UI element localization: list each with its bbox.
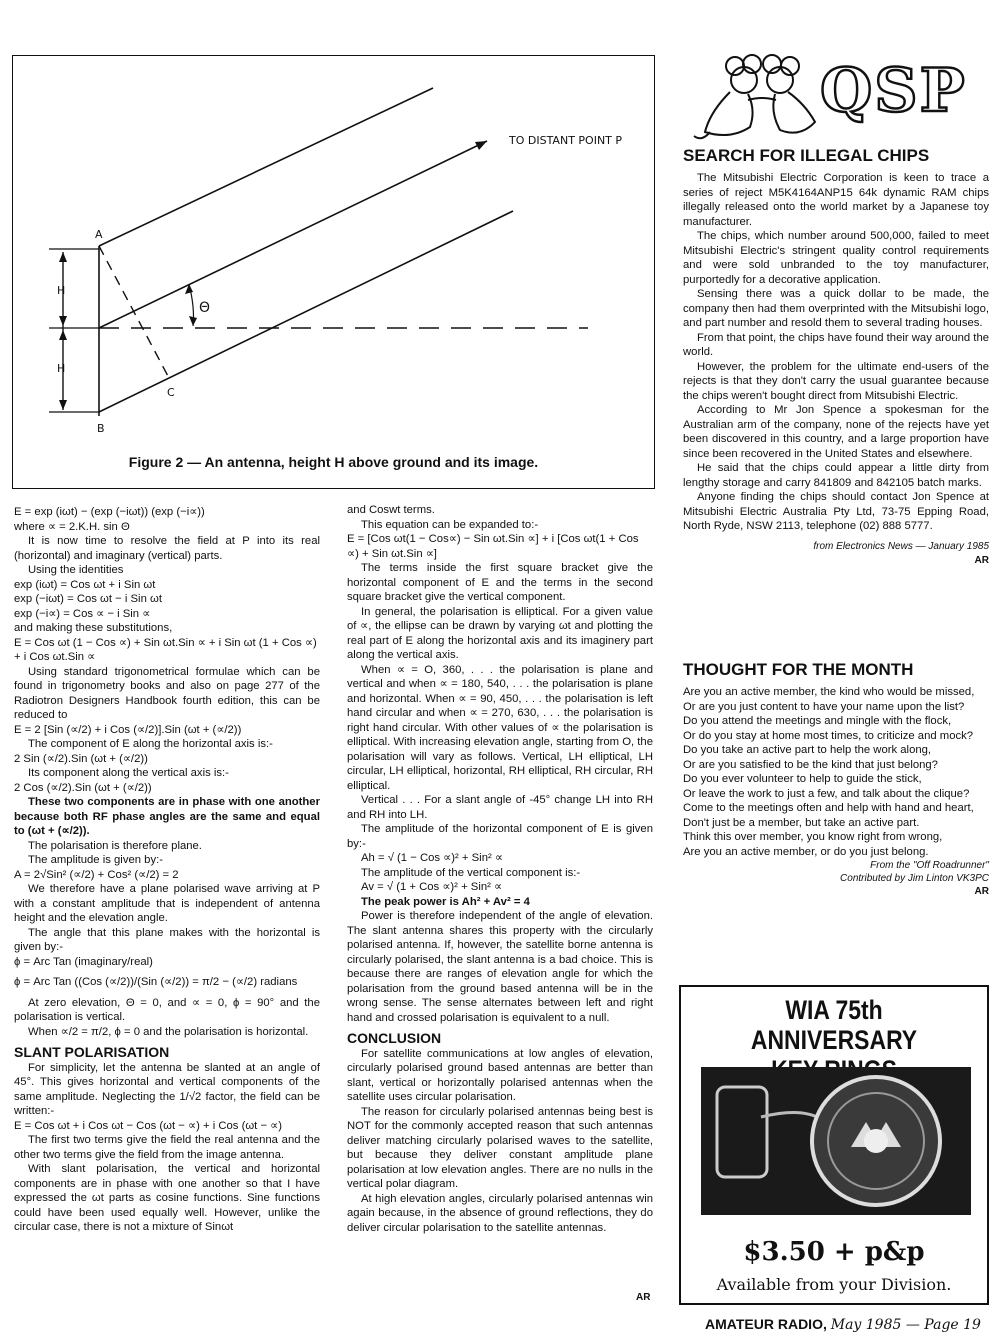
label-theta: Θ	[199, 300, 211, 316]
col2-paragraphs	[347, 503, 653, 1025]
heading-thought-for-the-month: THOUGHT FOR THE MONTH	[683, 660, 914, 679]
paragraph: He said that the chips could appear a little dirty from lengthy storage and carry 841809 and 842105 batch marks.	[683, 462, 989, 489]
paragraph: This equation can be expanded to:-	[361, 518, 539, 531]
label-h-bottom: H	[57, 362, 66, 375]
qsp-end-mark: AR	[974, 555, 989, 566]
paragraph: Power is therefore independent of the angle of elevation. The slant antenna shares this property with the circularly polarised antenna. If, however, the satellite borne antenna is circularly polarised, the slant antenna is a bad choice. This is because there are ranges of elevation angle for which the polarisation from the ground based antenna will be in the wrong sense. The sense alternates between left and right hand and crossed polarisation is equivalent to a null.	[347, 910, 653, 1024]
heading-search-for-illegal-chips: SEARCH FOR ILLEGAL CHIPS	[683, 146, 930, 165]
paragraph: Using the identities	[28, 564, 124, 576]
paragraph: The amplitude of the vertical component is:-	[361, 866, 581, 879]
figure-caption: Figure 2 — An antenna, height H above ground and its image.	[128, 454, 539, 470]
end-mark-ar: AR	[636, 1292, 651, 1303]
publication-name: AMATEUR RADIO,	[705, 1316, 827, 1332]
paragraph: At zero elevation, Θ = 0, and ∝ = 0, ϕ = 90° and the polarisation is vertical.	[14, 996, 320, 1023]
advert-price: $3.50 + p&p	[743, 1237, 925, 1267]
paragraph: Anyone finding the chips should contact Jon Spence at Mitsubishi Electric Australia Pty Ltd, 73-75 Epping Road, North Ryde, NSW 2113, telephone (02) 888 5777.	[683, 491, 989, 532]
paragraph: With slant polarisation, the vertical and horizontal components are in phase with one another so that I have expressed the ωt parts as cosine functions. Sine functions could have been used equally well. However, unlike the circular case, there is not a mixture of Sinωt	[14, 1163, 320, 1233]
paragraph: A = 2√Sin² (∝/2) + Cos² (∝/2) = 2	[14, 868, 179, 881]
paragraph: Or are you satisfied to be the kind that just belong?	[683, 758, 938, 771]
paragraph: E = 2 [Sin (∝/2) + i Cos (∝/2)].Sin (ωt + (∝/2))	[14, 723, 242, 736]
thought-poem	[683, 685, 989, 900]
paragraph: We therefore have a plane polarised wave arriving at P with a constant amplitude that is independent of antenna height and the elevation angle.	[14, 883, 320, 924]
qsp-logo-text: QSP	[820, 56, 967, 126]
antenna-diagram	[13, 56, 656, 490]
paragraph: When ∝ = O, 360, . . . the polarisation is plane and vertical and when ∝ = 180, 540, . . . the polarisation is plane and horizontal. When ∝ = 90, 450, . . . the polarisation is left hand circular and when ∝ = 270, 630, . . . the polarisation is right hand circular. With other values of ∝ the polarisation is elliptical. With increasing elevation angle, starting from O, the polarisation will vary as follows. Vertical, LH elliptical, LH circular, LH elliptical, horizontal, RH elliptical, RH circular, RH elliptical.	[347, 663, 653, 792]
paragraph: E = exp (iωt) − (exp (−iωt)) (exp (−i∝))	[14, 506, 205, 518]
paragraph: In general, the polarisation is elliptical. For a given value of ∝, the ellipse can be drawn by varying ωt and plotting the real part of E along the horizontal axis and its imaginery part along the vertical axis.	[347, 605, 653, 661]
issue-page: May 1985 — Page 19	[830, 1317, 981, 1333]
paragraph: Think this over member, you know right from wrong,	[683, 831, 943, 843]
paragraph: where ∝ = 2.K.H. sin Θ	[14, 520, 130, 533]
poem-end-mark: AR	[974, 886, 989, 897]
paragraph: The terms inside the first square bracket give the horizontal component of E and the terms in the second square bracket give the vertical component.	[347, 562, 653, 603]
paragraph: The component of E along the horizontal axis is:-	[28, 738, 273, 750]
key-ring-photo	[701, 1067, 971, 1215]
paragraph: Are you an active member, the kind who would be missed,	[683, 686, 975, 698]
paragraph: E = Cos ωt + i Cos ωt − Cos (ωt − ∝) + i Cos (ωt − ∝)	[14, 1119, 283, 1132]
poem-credit-source: From the "Off Roadrunner"	[870, 860, 989, 871]
paragraph: However, the problem for the ultimate end-users of the rejects is that they don't carry the usual guarantee because the chips weren't bought direct from Mitsubishi Electric.	[683, 360, 989, 402]
heading-conclusion: CONCLUSION	[347, 1030, 442, 1046]
paragraph: and Coswt terms.	[347, 504, 435, 516]
col1b-paragraphs	[14, 1061, 320, 1235]
qsp-source: from Electronics News — January 1985	[813, 540, 989, 552]
paragraph: The angle that this plane makes with the horizontal is given by:-	[14, 926, 320, 953]
paragraph: E = [Cos ωt(1 − Cos∝) − Sin ωt.Sin ∝] + i [Cos ωt(1 + Cos ∝) + Sin ωt.Sin ∝]	[347, 533, 639, 560]
label-h-top: H	[57, 284, 66, 297]
paragraph: The peak power is Ah² + Av² = 4	[361, 895, 530, 908]
paragraph: ϕ = Arc Tan ((Cos (∝/2))/(Sin (∝/2)) = π/2 − (∝/2) radians	[14, 976, 298, 988]
paragraph: From that point, the chips have found their way around the world.	[683, 331, 990, 358]
col1-paragraphs	[14, 505, 320, 1039]
paragraph: and making these substitutions,	[14, 622, 173, 634]
qsp-paragraphs	[683, 171, 989, 534]
paragraph: 2 Sin (∝/2).Sin (ωt + (∝/2))	[14, 752, 148, 765]
paragraph: The reason for circularly polarised antennas being best is NOT for the commonly accepted reason that such antennas deliver matching circularly polarised waves to the satellite, but because they deliver constant amplitude plane polarisation at low elevation angles. There are no nulls in the vertical polar diagram.	[347, 1105, 653, 1190]
paragraph: Do you ever volunteer to help to guide the stick,	[683, 773, 922, 785]
paragraph: Or do you stay at home most times, to criticize and mock?	[683, 729, 974, 742]
paragraph: Or leave the work to just a few, and talk about the clique?	[683, 787, 970, 800]
paragraph: The amplitude is given by:-	[28, 854, 164, 866]
paragraph: Do you attend the meetings and mingle with the flock,	[683, 715, 952, 727]
paragraph: Or are you just content to have your name upon the list?	[683, 700, 965, 713]
paragraph: For satellite communications at low angles of elevation, circularly polarised ground based antennas are better than slant, vertical or horizontally polarised antennas when the satellite uses circular polarisation.	[347, 1047, 653, 1103]
paragraph: Using standard trigonometrical formulae which can be found in trigonometry books and also on page 277 of the Radiotron Designers Handbook fourth edition, this can be reduced to	[14, 665, 320, 721]
poem-lines	[683, 685, 989, 859]
paragraph: E = Cos ωt (1 − Cos ∝) + Sin ωt.Sin ∝ + i Sin ωt (1 + Cos ∝) + i Cos ωt.Sin ∝	[14, 636, 317, 663]
paragraph: Its component along the vertical axis is:-	[28, 767, 229, 779]
paragraph: exp (iωt) = Cos ωt + i Sin ωt	[14, 578, 156, 591]
heading-slant-polarisation: SLANT POLARISATION	[14, 1044, 170, 1060]
paragraph: At high elevation angles, circularly polarised antennas win again because, in the absence of ground reflections, they do deliver circular polarisation to the satellite antennas.	[347, 1192, 653, 1234]
paragraph: Sensing there was a quick dollar to be made, the company then had them overprinted with the Mitsubishi logo, and part number and resold them to several trading houses.	[683, 288, 989, 329]
key-ring-icon	[701, 1067, 971, 1215]
paragraph: ϕ = Arc Tan (imaginary/real)	[14, 955, 153, 968]
paragraph: When ∝/2 = π/2, ϕ = 0 and the polarisation is horizontal.	[28, 1025, 309, 1038]
label-b: B	[97, 422, 105, 435]
paragraph: Ah = √ (1 − Cos ∝)² + Sin² ∝	[361, 852, 503, 864]
paragraph: exp (−iωt) = Cos ωt − i Sin ωt	[14, 593, 162, 605]
label-a: A	[95, 228, 103, 241]
article-column-1	[14, 505, 320, 1235]
paragraph: 2 Cos (∝/2).Sin (ωt + (∝/2))	[14, 781, 152, 794]
label-c: C	[167, 386, 175, 399]
label-to-distant-point: TO DISTANT POINT P	[509, 134, 623, 147]
paragraph: The amplitude of the horizontal component of E is given by:-	[347, 823, 653, 850]
paragraph: Come to the meetings often and help with hand and heart,	[683, 802, 974, 814]
paragraph: Av = √ (1 + Cos ∝)² + Sin² ∝	[361, 881, 503, 893]
paragraph: The Mitsubishi Electric Corporation is keen to trace a series of reject M5K4164ANP15 64k dynamic RAM chips illegally released onto the world market by a Japanese toy manufacturer.	[683, 172, 989, 228]
advert-availability: Available from your Division.	[716, 1275, 952, 1294]
article-column-2	[347, 503, 653, 1235]
paragraph: According to Mr Jon Spence a spokesman for the Australian arm of the company, none of the rejects have yet been discovered in this country, and a large proportion have since been recovered in the United States and elsewhere.	[683, 404, 989, 460]
paragraph: Do you take an active part to help the work along,	[683, 744, 932, 756]
poem-credit-contributor: Contributed by Jim Linton VK3PC	[840, 873, 989, 884]
paragraph: The chips, which number around 500,000, failed to meet Mitsubishi Electric's stringent quality control requirements and were sold unbranded to the toy manufacturer, purportedly for a decorative application.	[683, 230, 989, 286]
paragraph: The polarisation is therefore plane.	[28, 839, 202, 852]
paragraph: It is now time to resolve the field at P into its real (horizontal) and imaginary (vertical) parts.	[14, 535, 320, 562]
qsp-article	[683, 171, 989, 569]
paragraph: These two components are in phase with one another because both RF phase angles are the same and equal to (ωt + (∝/2)).	[14, 796, 320, 837]
figure-2	[12, 55, 655, 489]
paragraph: The first two terms give the field the real antenna and the other two terms give the field from the image antenna.	[14, 1134, 320, 1161]
paragraph: Are you an active member, or do you just belong.	[683, 845, 929, 858]
paragraph: Don't just be a member, but take an active part.	[683, 816, 920, 829]
key-rings-advert	[679, 985, 989, 1305]
advert-title-line-1: WIA 75th ANNIVERSARY	[750, 995, 918, 1055]
paragraph: exp (−i∝) = Cos ∝ − i Sin ∝	[14, 607, 151, 620]
paragraph: For simplicity, let the antenna be slanted at an angle of 45°. This gives horizontal and vertical components of the same amplitude. Neglecting the 1/√2 factor, the field can be written:-	[14, 1061, 320, 1117]
page-footer	[705, 1316, 981, 1333]
col2b-paragraphs	[347, 1047, 653, 1236]
paragraph: Vertical . . . For a slant angle of -45° change LH into RH and RH into LH.	[347, 794, 653, 821]
